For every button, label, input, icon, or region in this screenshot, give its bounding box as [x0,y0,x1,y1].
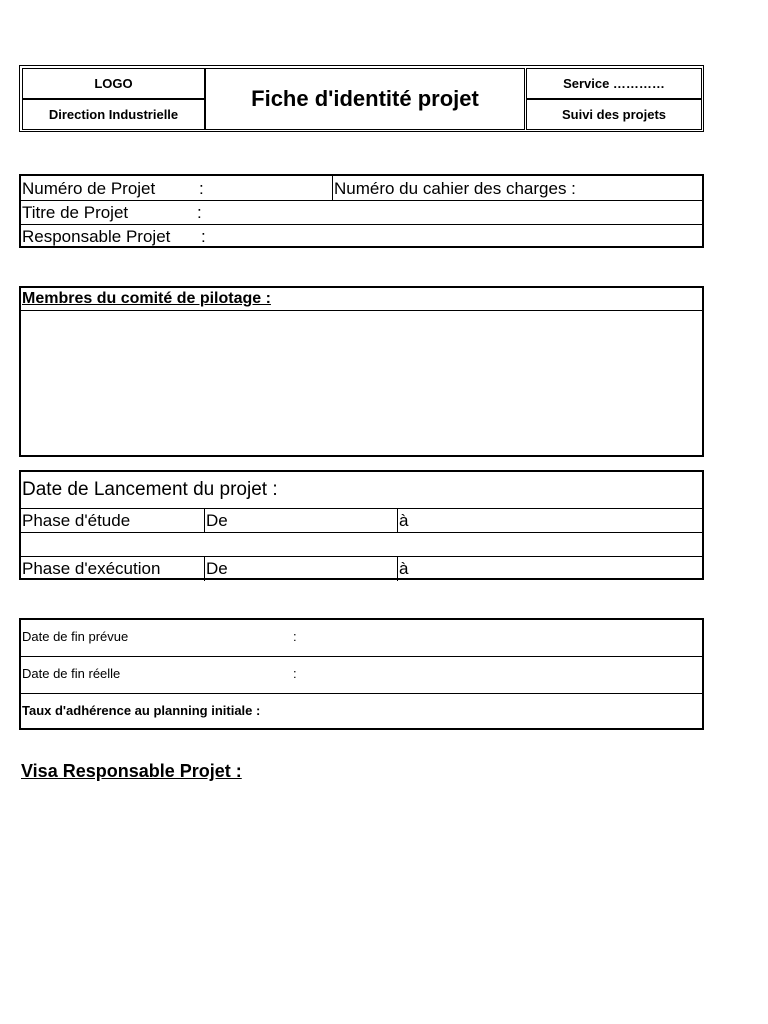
document-title: Fiche d'identité projet [205,68,525,130]
document-header [19,65,704,132]
project-manager-row [21,224,702,248]
visa-label: Visa Responsable Projet : [21,761,242,781]
project-number-label: Numéro de Projet [22,179,156,198]
actual-end-row [21,656,702,693]
planned-end-label: Date de fin prévue [22,629,129,644]
launch-date-label: Date de Lancement du projet : [22,479,278,500]
study-phase-from-label: De [206,511,228,530]
end-dates-table [19,618,704,730]
actual-end-colon: : [293,666,297,681]
spec-number-label: Numéro du cahier des charges : [334,179,576,198]
project-title-colon: : [197,203,202,222]
project-manager-label: Responsable Projet [22,227,171,246]
column-divider [204,509,205,533]
adherence-row [21,693,702,730]
column-divider [332,176,333,200]
steering-committee-box [19,286,704,457]
study-phase-label: Phase d'étude [22,511,131,530]
logo-placeholder: LOGO [22,68,205,99]
steering-committee-members-area [21,310,702,455]
column-divider [397,557,398,581]
project-manager-colon: : [201,227,206,246]
project-number-row [21,176,702,200]
planned-end-colon: : [293,629,297,644]
adherence-label: Taux d'adhérence au planning initiale : [22,703,261,718]
execution-phase-row [21,556,702,580]
study-phase-row [21,508,702,532]
steering-committee-label: Membres du comité de pilotage : [22,290,271,307]
project-title-row [21,200,702,224]
execution-phase-label: Phase d'exécution [22,559,161,578]
study-phase-to-label: à [399,511,409,530]
project-title-label: Titre de Projet [22,203,129,222]
project-number-colon: : [199,179,204,198]
actual-end-label: Date de fin réelle [22,666,121,681]
planned-end-row [21,620,702,656]
execution-phase-from-label: De [206,559,228,578]
execution-phase-to-label: à [399,559,409,578]
launch-dates-table [19,470,704,580]
empty-row [21,532,702,556]
tracking-label: Suivi des projets [526,99,702,130]
column-divider [204,557,205,581]
service-label: Service ………… [526,68,702,99]
column-divider [397,509,398,533]
department-label: Direction Industrielle [22,99,205,130]
project-info-table [19,174,704,248]
